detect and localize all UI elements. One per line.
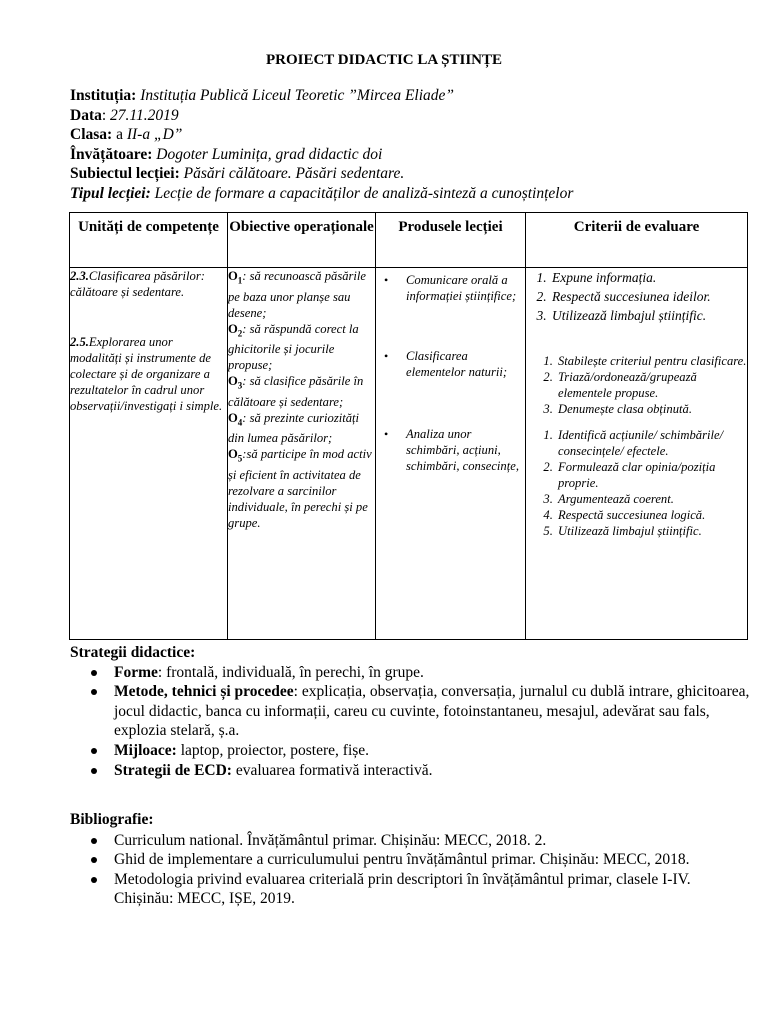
strategies-heading: Strategii didactice:: [70, 644, 196, 661]
class-value: II-a „D”: [126, 126, 183, 144]
institution-line: [70, 86, 750, 106]
item-text: evaluarea formativă interactivă.: [231, 761, 433, 779]
class-label: Clasa:: [70, 126, 113, 144]
objective-code: $O_1$: [228, 269, 243, 286]
list-item: 2. Respectă succesiunea ideilor.: [550, 287, 747, 306]
bibliography-list: [70, 831, 750, 909]
date-label: Data: [70, 106, 102, 124]
bibliography-heading: Bibliografie:: [70, 811, 154, 828]
list-item: 1. Identifică acțiunile/ schimbările/ consecințele/ efectele.: [556, 427, 747, 459]
competence-code: 2.3.: [70, 269, 89, 283]
list-item: [114, 663, 750, 683]
objective-text: :să participe în mod activ și eficient în activitatea de rezolvare a sarcinilor individuale, în perechi și pe grupe.: [228, 447, 372, 530]
objective-code: $O_3$: [228, 374, 243, 391]
competence-item: [70, 268, 227, 300]
list-item: 2. Formulează clar opinia/poziția proprie.: [556, 459, 747, 491]
objective-item: [228, 410, 375, 447]
class-prefix: a: [112, 126, 127, 144]
list-item: [114, 761, 750, 781]
objective-item: [228, 446, 375, 531]
list-item: 3. Argumentează coerent.: [556, 491, 747, 507]
item-label: Metode, tehnici și procedee: [114, 683, 294, 701]
subject-value: Păsări călătoare. Păsări sedentare.: [183, 165, 405, 183]
criterii-cell: [526, 268, 748, 640]
list-item: Metodologia privind evaluarea criterială prin descriptori în învățământul primar, clasele I-IV. Chișinău: MECC, IȘE, 2019.: [114, 870, 750, 909]
produse-cell: [376, 268, 526, 640]
list-item: Ghid de implementare a curriculumului pentru învățământul primar. Chișinău: MECC, 2018.: [114, 850, 750, 870]
item-label: Mijloace:: [114, 741, 177, 759]
objective-code: $O_4$: [228, 410, 243, 428]
list-item: 2. Triază/ordonează/grupează elementele propuse.: [556, 369, 747, 401]
list-item: • Analiza unor schimbări, acțiuni, schimbări, consecințe,: [406, 426, 521, 474]
list-item: 4. Respectă succesiunea logică.: [556, 507, 747, 523]
teacher-label: Învățătoare:: [70, 145, 153, 163]
lesson-details: [70, 86, 750, 204]
lesson-type-line: [70, 184, 750, 204]
institution-label: Instituția:: [70, 87, 137, 104]
list-item: • Comunicare orală a informației științifice;: [406, 272, 521, 304]
criteria-group-2: [526, 353, 747, 417]
document-title: PROIECT DIDACTIC LA ȘTIINȚE: [265, 52, 503, 68]
item-text: : frontală, individuală, în perechi, în grupe.: [157, 663, 424, 681]
header-competente: Unități de competențe: [70, 213, 228, 268]
list-item: 1. Stabilește criteriul pentru clasificare.: [556, 353, 747, 369]
subject-label: Subiectul lecției:: [70, 165, 180, 183]
objective-code: $O_2$: [228, 321, 243, 339]
criteria-group-3: [526, 427, 747, 539]
competence-text: Clasificarea păsărilor: călătoare și sedentare.: [70, 269, 205, 299]
institution-value: Instituția Publică Liceul Teoretic ”Mircea Eliade”: [140, 87, 455, 104]
objective-code: $O_5$: [228, 447, 243, 464]
bibliography-section: [70, 810, 750, 909]
objectives-table: [69, 212, 748, 640]
list-item: 3. Utilizează limbajul științific.: [550, 306, 747, 325]
date-separator: :: [101, 106, 111, 124]
header-criterii: Criterii de evaluare: [526, 213, 748, 268]
class-line: [70, 125, 750, 145]
header-produse: Produsele lecției: [376, 213, 526, 268]
table-row: [70, 268, 748, 640]
lesson-type-label: Tipul lecției:: [70, 184, 151, 202]
teacher-value: Dogoter Luminița, grad didactic doi: [156, 145, 383, 163]
objective-text: : să prezinte curiozități din lumea păsărilor;: [228, 410, 360, 446]
subject-line: [70, 164, 750, 184]
objective-item: [228, 321, 375, 374]
lesson-type-value: Lecție de formare a capacităților de analiză-sinteză a cunoștințelor: [154, 184, 574, 202]
date-value: 27.11.2019: [110, 106, 179, 124]
criteria-group-1: [526, 268, 747, 325]
list-item: 1. Expune informația.: [550, 268, 747, 287]
objective-item: [228, 373, 375, 410]
list-item: 3. Denumește clasa obținută.: [556, 401, 747, 417]
objective-text: : să clasifice păsările în călătoare și sedentare;: [228, 374, 364, 409]
competence-code: 2.5.: [70, 335, 89, 349]
products-list: [376, 272, 525, 474]
item-text: laptop, proiector, postere, fișe.: [176, 741, 370, 759]
list-item: [114, 682, 750, 741]
header-obiective: Obiective operaționale: [228, 213, 376, 268]
list-item: • Clasificarea elementelor naturii;: [406, 348, 521, 380]
objective-item: [228, 268, 375, 321]
competente-cell: [70, 268, 228, 640]
item-text: : explicația, observația, conversația, jurnalul cu dublă intrare, ghicitoarea, jocul didactic, banca cu informații, careu cu cuvinte, fotoinstantaneu, mesajul, adevărat sau fals, explozia stelară, ș.a.: [114, 683, 750, 740]
objective-text: : să recunoască păsările pe baza unor planșe sau desene;: [228, 269, 367, 320]
item-label: Forme: [114, 663, 158, 681]
list-item: [114, 741, 750, 761]
obiective-cell: [228, 268, 376, 640]
strategies-list: [70, 663, 750, 781]
table-header-row: [70, 213, 748, 268]
strategies-section: [70, 643, 750, 780]
date-line: [70, 106, 750, 126]
list-item: 5. Utilizează limbajul științific.: [556, 523, 747, 539]
teacher-line: [70, 145, 750, 165]
competence-text: Explorarea unor modalități și instrumente de colectare și de organizare a rezultatelor în cadrul unor observații/investigați i simple.: [70, 335, 223, 413]
competence-item: [70, 334, 227, 414]
item-label: Strategii de ECD:: [114, 761, 232, 779]
list-item: Curriculum national. Învățământul primar. Chișinău: MECC, 2018. 2.: [114, 831, 750, 851]
objective-text: : să răspundă corect la ghicitorile și jocurile propuse;: [228, 321, 359, 373]
